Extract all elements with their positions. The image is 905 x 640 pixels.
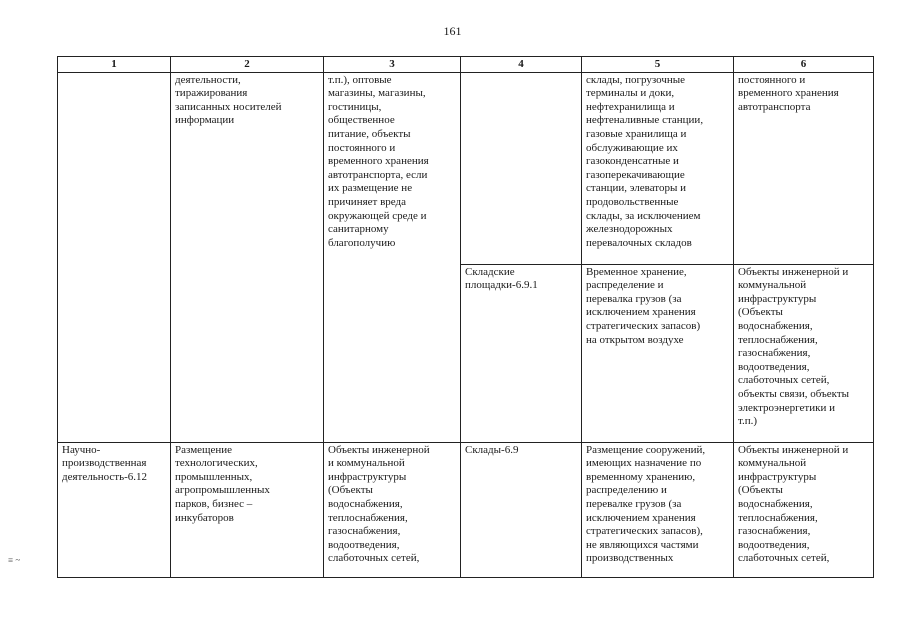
- cell-text-line: нефтехранилища и: [586, 100, 675, 113]
- cell: [58, 442, 171, 577]
- cell-text-line: Временное хранение,: [586, 265, 687, 278]
- cell-text-line: автотранспорта: [738, 100, 811, 113]
- cell-text-line: Объекты инженерной и: [738, 443, 849, 456]
- cell-text-line: парков, бизнес –: [175, 497, 253, 510]
- cell: [461, 442, 582, 577]
- cell-text-line: их размещение не: [328, 182, 413, 195]
- cell-text-line: водоснабжения,: [328, 497, 403, 510]
- cell-text-line: нефтеналивные станции,: [586, 114, 704, 127]
- land-use-table: [57, 56, 874, 578]
- cell: [461, 72, 582, 264]
- cell-text-line: теплоснабжения,: [738, 333, 818, 346]
- cell: [324, 72, 461, 442]
- cell-text-line: стратегических запасов),: [586, 525, 703, 538]
- page-number: 161: [443, 24, 462, 38]
- cell-text-line: стратегических запасов): [586, 319, 701, 332]
- cell-text-line: газоперекачивающие: [586, 168, 685, 181]
- cell-text-line: благополучию: [328, 236, 396, 249]
- cell-text-line: газоснабжения,: [738, 525, 811, 538]
- header-col-2: 2: [171, 57, 324, 73]
- cell-text-line: склады, погрузочные: [586, 73, 686, 86]
- cell: [171, 72, 324, 442]
- cell-text-line: железнодорожных: [586, 223, 673, 236]
- cell-text-line: производственных: [586, 552, 674, 565]
- cell-text-line: склады, за исключением: [586, 209, 701, 222]
- cell-text-line: инкубаторов: [175, 511, 234, 524]
- cell-text-line: причиняет вреда: [328, 195, 406, 208]
- cell-text-line: исключением хранения: [586, 306, 696, 319]
- cell-text-line: обслуживающие их: [586, 141, 678, 154]
- cell: [734, 442, 874, 577]
- cell-text-line: питание, объекты: [328, 127, 411, 140]
- cell-text-line: Объекты инженерной: [328, 443, 430, 456]
- cell-text-line: терминалы и доки,: [586, 87, 675, 100]
- header-col-3: 3: [324, 57, 461, 73]
- cell-text-line: временному хранению,: [586, 470, 696, 483]
- cell-text-line: имеющих назначение по: [586, 457, 702, 470]
- cell-text-line: инфраструктуры: [328, 470, 407, 483]
- cell-text-line: исключением хранения: [586, 511, 696, 524]
- cell-text-line: постоянного и: [738, 73, 806, 86]
- cell-text-line: распределению и: [586, 484, 667, 497]
- cell-text-line: Объекты инженерной и: [738, 265, 849, 278]
- header-col-6: 6: [734, 57, 874, 73]
- cell-text-line: слаботочных сетей,: [738, 374, 830, 387]
- cell-text-line: продовольственные: [586, 195, 679, 208]
- cell-text-line: технологических,: [175, 457, 258, 470]
- cell-text-line: газоконденсатные и: [586, 155, 679, 168]
- cell-text-line: перевалке грузов (за: [586, 497, 682, 510]
- cell-text-line: водоснабжения,: [738, 319, 813, 332]
- cell-text-line: производственная: [62, 457, 147, 470]
- cell-text-line: не являющихся частями: [586, 538, 699, 551]
- cell-text-line: временного хранения: [328, 155, 429, 168]
- cell: [171, 442, 324, 577]
- cell-text-line: водоотведения,: [328, 538, 400, 551]
- cell-text-line: распределение и: [586, 279, 664, 292]
- cell-text-line: автотранспорта, если: [328, 168, 428, 181]
- cell-text-line: станции, элеваторы и: [586, 182, 686, 195]
- cell-text-line: информации: [175, 114, 235, 127]
- table-row: [58, 72, 874, 264]
- cell-text-line: (Объекты: [738, 306, 783, 319]
- margin-mark: ≡ ~: [8, 555, 21, 565]
- cell-text-line: слаботочных сетей,: [738, 552, 830, 565]
- cell-text-line: Складские: [465, 265, 515, 278]
- cell-text-line: коммунальной: [738, 457, 807, 470]
- cell-text-line: т.п.): [738, 415, 758, 428]
- cell-text-line: теплоснабжения,: [328, 511, 408, 524]
- cell-text-line: постоянного и: [328, 141, 396, 154]
- header-col-5: 5: [582, 57, 734, 73]
- cell-text-line: газоснабжения,: [328, 525, 401, 538]
- cell: [324, 442, 461, 577]
- cell-text-line: инфраструктуры: [738, 470, 817, 483]
- cell: [582, 442, 734, 577]
- cell-text-line: слаботочных сетей,: [328, 552, 420, 565]
- cell-text-line: перевалочных складов: [586, 236, 692, 249]
- cell-text-line: деятельность-6.12: [62, 470, 148, 483]
- cell-text-line: коммунальной: [738, 279, 807, 292]
- cell-text-line: газовые хранилища и: [586, 127, 687, 140]
- cell: [582, 72, 734, 264]
- cell-text-line: записанных носителей: [175, 100, 282, 113]
- cell-text-line: (Объекты: [328, 484, 373, 497]
- cell-text-line: теплоснабжения,: [738, 511, 818, 524]
- cell-text-line: водоснабжения,: [738, 497, 813, 510]
- cell-text-line: водоотведения,: [738, 538, 810, 551]
- cell-text-line: Научно-: [62, 443, 101, 456]
- cell: [461, 264, 582, 442]
- cell-text-line: объекты связи, объекты: [738, 387, 850, 400]
- cell-text-line: гостиницы,: [328, 100, 382, 113]
- cell-text-line: перевалка грузов (за: [586, 292, 682, 305]
- cell: [734, 72, 874, 264]
- cell-text-line: т.п.), оптовые: [328, 73, 392, 86]
- cell-text-line: Размещение: [175, 443, 233, 456]
- cell-text-line: тиражирования: [175, 87, 248, 100]
- cell-text-line: электроэнергетики и: [738, 401, 835, 414]
- cell-text-line: деятельности,: [175, 73, 241, 86]
- cell-text-line: санитарному: [328, 223, 389, 236]
- cell-text-line: окружающей среде и: [328, 209, 427, 222]
- cell-text-line: площадки-6.9.1: [465, 279, 538, 292]
- header-col-4: 4: [461, 57, 582, 73]
- cell-text-line: агропромышленных: [175, 484, 270, 497]
- cell-text-line: газоснабжения,: [738, 347, 811, 360]
- cell-text-line: и коммунальной: [328, 457, 405, 470]
- cell-text-line: инфраструктуры: [738, 292, 817, 305]
- header-col-1: 1: [58, 57, 171, 73]
- cell: [582, 264, 734, 442]
- cell: [58, 72, 171, 442]
- cell-text-line: магазины, магазины,: [328, 87, 426, 100]
- table-row: [58, 442, 874, 577]
- cell-text-line: Склады-6.9: [465, 443, 519, 456]
- cell: [734, 264, 874, 442]
- cell-text-line: Размещение сооружений,: [586, 443, 706, 456]
- cell-text-line: водоотведения,: [738, 360, 810, 373]
- cell-text-line: общественное: [328, 114, 395, 127]
- header-row: [58, 57, 874, 73]
- cell-text-line: (Объекты: [738, 484, 783, 497]
- cell-text-line: временного хранения: [738, 87, 839, 100]
- cell-text-line: на открытом воздухе: [586, 333, 684, 346]
- cell-text-line: промышленных,: [175, 470, 253, 483]
